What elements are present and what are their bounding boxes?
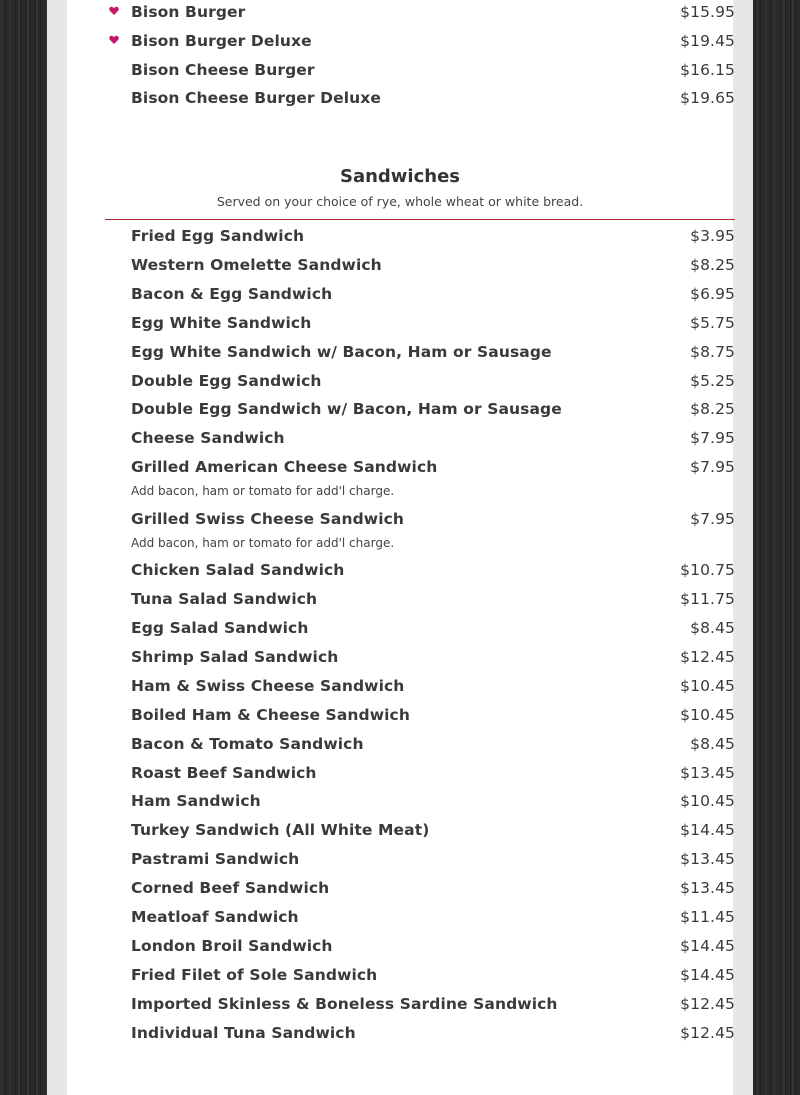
item-name: Roast Beef Sandwich (131, 763, 317, 782)
heart-icon (109, 6, 119, 16)
item-price: $5.25 (690, 371, 735, 390)
item-price: $14.45 (680, 821, 735, 840)
menu-item (131, 3, 735, 29)
menu-item (131, 677, 735, 703)
menu-item (131, 400, 735, 426)
item-name: Egg White Sandwich w/ Bacon, Ham or Sausage (131, 342, 552, 361)
item-name: Fried Filet of Sole Sandwich (131, 965, 378, 984)
item-price: $8.75 (690, 342, 735, 361)
menu-item (131, 227, 735, 253)
item-name: Pastrami Sandwich (131, 850, 300, 869)
item-note: Add bacon, ham or tomato for add'l charge. (131, 535, 395, 550)
section-subtitle: Served on your choice of rye, whole wheat or white bread. (216, 194, 584, 209)
item-price: $10.45 (680, 676, 735, 695)
item-price: $12.45 (680, 647, 735, 666)
item-price: $8.45 (690, 619, 735, 637)
item-name: Individual Tuna Sandwich (131, 1023, 356, 1042)
menu-item (131, 735, 735, 761)
item-name: Double Egg Sandwich w/ Bacon, Ham or Sausage (131, 400, 562, 419)
item-price: $10.75 (680, 561, 735, 580)
item-price: $15.95 (680, 3, 735, 21)
item-price: $8.45 (690, 734, 735, 753)
menu-item (131, 879, 735, 905)
item-name: Bacon & Egg Sandwich (131, 284, 333, 303)
item-name: Chicken Salad Sandwich (131, 561, 345, 580)
menu-item (131, 89, 735, 115)
menu-item (131, 429, 735, 455)
item-price: $11.75 (680, 590, 735, 609)
item-price: $10.45 (680, 705, 735, 724)
item-name: Cheese Sandwich (131, 429, 285, 448)
menu-item (131, 995, 735, 1021)
item-name: Imported Skinless & Boneless Sardine Sandwich (131, 994, 558, 1013)
menu-item (131, 619, 735, 645)
section-divider (105, 219, 735, 220)
menu-item (131, 966, 735, 992)
item-name: Turkey Sandwich (All White Meat) (131, 821, 430, 840)
item-price: $5.75 (690, 313, 735, 332)
item-price: $13.45 (680, 879, 735, 898)
item-name: Ham & Swiss Cheese Sandwich (131, 676, 405, 695)
item-name: Bison Cheese Burger Deluxe (131, 89, 381, 108)
menu-item (131, 908, 735, 934)
item-price: $12.45 (680, 1023, 735, 1042)
menu-item (131, 764, 735, 790)
menu-item (131, 937, 735, 963)
section-title: Sandwiches (339, 166, 460, 187)
item-name: London Broil Sandwich (131, 936, 333, 955)
item-note: Add bacon, ham or tomato for add'l charge. (131, 484, 395, 499)
menu-item (131, 343, 735, 369)
item-name: Grilled American Cheese Sandwich (131, 458, 438, 477)
menu-item (131, 61, 735, 87)
menu-item (131, 32, 735, 58)
item-price: $8.25 (690, 255, 735, 274)
item-price: $7.95 (690, 458, 735, 477)
item-name: Tuna Salad Sandwich (131, 590, 318, 609)
item-price: $16.15 (680, 60, 735, 79)
item-name: Bison Burger (131, 3, 246, 21)
menu-item (131, 590, 735, 616)
menu-item (131, 561, 735, 587)
item-price: $12.45 (680, 994, 735, 1013)
menu-item (131, 458, 735, 484)
item-name: Bison Cheese Burger (131, 60, 315, 79)
item-price: $8.25 (690, 400, 735, 419)
item-name: Ham Sandwich (131, 792, 261, 811)
item-price: $7.95 (690, 429, 735, 448)
item-name: Boiled Ham & Cheese Sandwich (131, 705, 410, 724)
item-name: Double Egg Sandwich (131, 371, 322, 390)
item-price: $14.45 (680, 965, 735, 984)
item-name: Egg White Sandwich (131, 313, 312, 332)
menu-item (131, 1024, 735, 1050)
menu-item (131, 850, 735, 876)
item-name: Shrimp Salad Sandwich (131, 647, 339, 666)
item-price: $6.95 (690, 284, 735, 303)
menu-item (131, 706, 735, 732)
item-price: $7.95 (690, 509, 735, 528)
item-name: Bacon & Tomato Sandwich (131, 734, 364, 753)
item-price: $13.45 (680, 763, 735, 782)
item-price: $11.45 (680, 908, 735, 926)
item-price: $19.65 (680, 89, 735, 108)
item-name: Egg Salad Sandwich (131, 619, 309, 637)
menu-item (131, 792, 735, 818)
menu-item (131, 256, 735, 282)
item-name: Western Omelette Sandwich (131, 255, 382, 274)
heart-icon (109, 35, 119, 45)
item-price: $14.45 (680, 936, 735, 955)
item-price: $13.45 (680, 850, 735, 869)
item-name: Fried Egg Sandwich (131, 227, 305, 245)
menu-item (131, 314, 735, 340)
item-name: Bison Burger Deluxe (131, 31, 312, 50)
menu-item (131, 821, 735, 847)
menu-item (131, 510, 735, 536)
menu-item (131, 648, 735, 674)
menu-item (131, 372, 735, 398)
item-name: Grilled Swiss Cheese Sandwich (131, 509, 405, 528)
menu-frame (47, 0, 753, 1095)
menu-item (131, 285, 735, 311)
menu-page (67, 0, 733, 1095)
item-name: Meatloaf Sandwich (131, 908, 299, 926)
item-price: $3.95 (690, 227, 735, 245)
item-name: Corned Beef Sandwich (131, 879, 330, 898)
item-price: $19.45 (680, 31, 735, 50)
item-price: $10.45 (680, 792, 735, 811)
